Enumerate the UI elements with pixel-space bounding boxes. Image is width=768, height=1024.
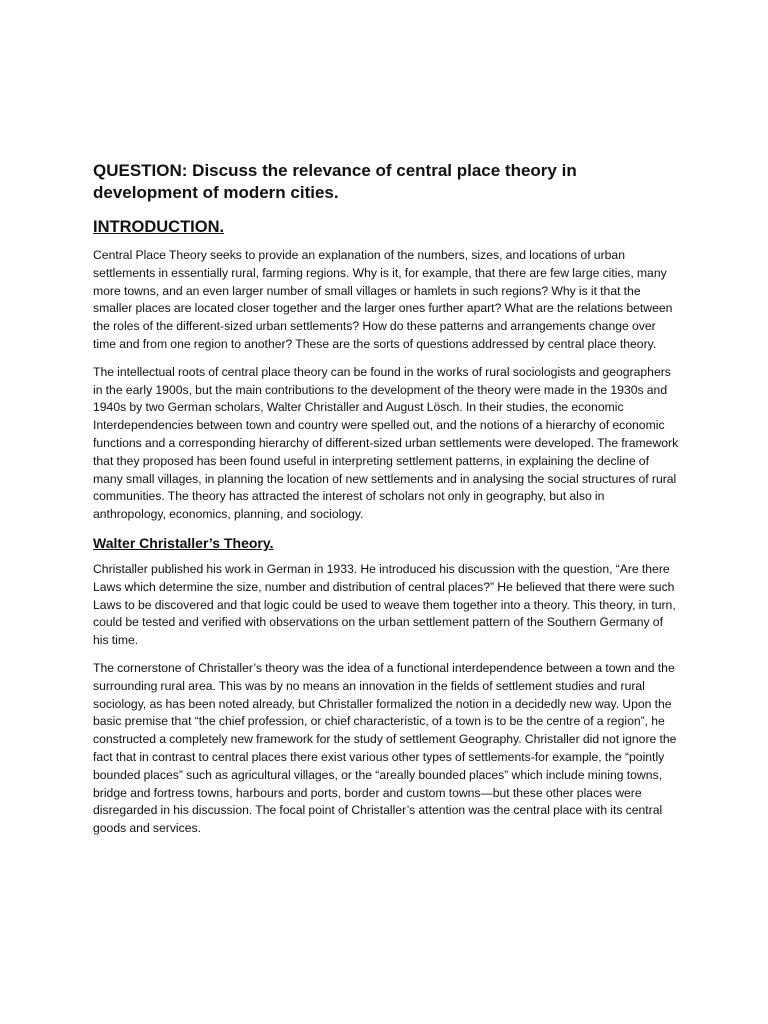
christaller-section-heading: Walter Christaller’s Theory. [93,534,274,551]
christaller-paragraph-2: The cornerstone of Christaller’s theory was the idea of a functional interdependence between a town and the surrounding rural area. This was by no means an innovation in the fields of settlement studies and rural sociology, as has been noted already, but Christaller formalized the notion in a decidedly new way. Upon the basic premise that “the chief profession, or chief characteristic, of a town is to be the centre of a region”, he constructed a completely new framework for the study of settlement Geography. Christaller did not ignore the fact that in contrast to central places there exist various other types of settlements-for example, the “pointly bounded places” such as agricultural villages, or the “areally bounded places” which include mining towns, bridge and fortress towns, harbours and ports, border and custom towns—but these other places were disregarded in his discussion. The focal point of Christaller’s attention was the central place with its central goods and services. [93,660,677,836]
document-page [93,160,679,848]
introduction-heading: INTRODUCTION. [93,218,225,236]
question-heading: QUESTION: Discuss the relevance of central place theory in development of modern cities. [93,161,577,202]
christaller-paragraph-1: Christaller published his work in German in 1933. He introduced his discussion with the question, “Are there Laws which determine the size, number and distribution of central places?” He believed that there were such Laws to be discovered and that logic could be used to weave them together into a theory. This theory, in turn, could be tested and verified with observations on the urban settlement pattern of the Southern Germany of his time. [93,561,676,648]
intro-paragraph-2: The intellectual roots of central place theory can be found in the works of rural sociologists and geographers in the early 1900s, but the main contributions to the development of the theory were made in the 1930s and 1940s by two German scholars, Walter Christaller and August Lösch. In their studies, the economic Interdependencies between town and country were spelled out, and the notions of a hierarchy of economic functions and a corresponding hierarchy of different-sized urban settlements were developed. The framework that they proposed has been found useful in interpreting settlement patterns, in explaining the decline of many small villages, in planning the location of new settlements and in analysing the social structures of rural communities. The theory has attracted the interest of scholars not only in geography, but also in anthropology, economics, planning, and sociology. [93,364,679,522]
intro-paragraph-1: Central Place Theory seeks to provide an explanation of the numbers, sizes, and locations of urban settlements in essentially rural, farming regions. Why is it, for example, that there are few large cities, many more towns, and an even larger number of small villages or hamlets in such regions? Why is it that the smaller places are located closer together and the larger ones further apart? What are the relations between the roles of the different-sized urban settlements? How do these patterns and arrangements change over time and from one region to another? These are the sorts of questions addressed by central place theory. [93,248,673,351]
